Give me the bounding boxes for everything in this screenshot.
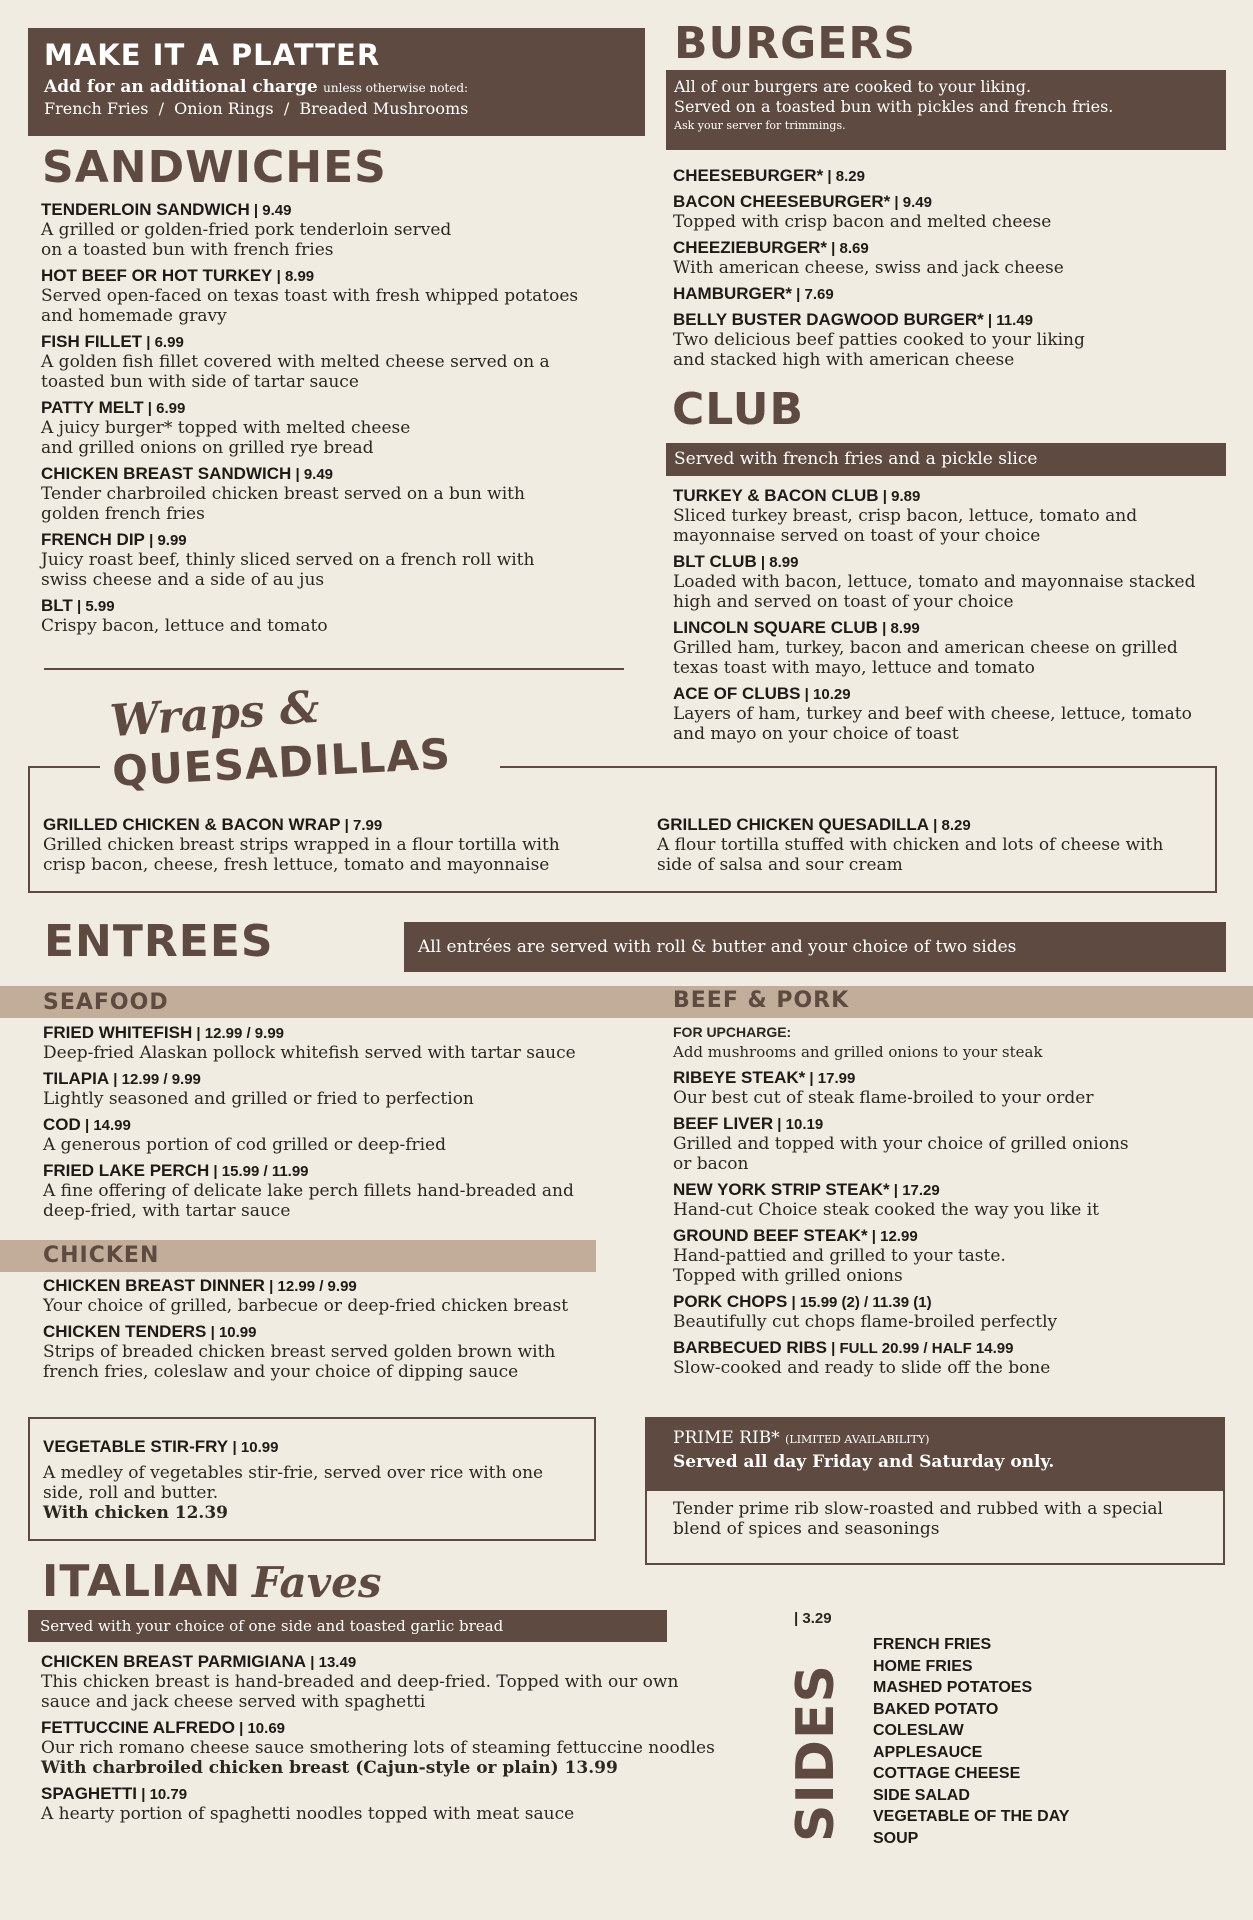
menu-item-name: CHICKEN BREAST PARMIGIANA xyxy=(41,1652,307,1671)
menu-item xyxy=(673,1338,1233,1378)
menu-item-title xyxy=(41,464,641,484)
menu-item-price: 8.99 xyxy=(890,620,920,637)
menu-item-price: 9.49 xyxy=(262,202,292,219)
menu-item xyxy=(41,464,641,524)
side-item: SIDE SALAD xyxy=(873,1786,970,1804)
menu-item-title xyxy=(673,192,1233,212)
italian-note-bar xyxy=(28,1610,667,1642)
side-item: MASHED POTATOES xyxy=(873,1679,1033,1696)
menu-item xyxy=(673,166,1233,186)
price-separator: | xyxy=(878,488,892,505)
menu-item-price: 5.99 xyxy=(85,598,115,615)
veg-price: 10.99 xyxy=(240,1439,279,1456)
menu-item-desc: Slow-cooked and ready to slide off the bone xyxy=(673,1358,1051,1378)
menu-item-title xyxy=(41,530,641,550)
menu-item-desc: Loaded with bacon, lettuce, tomato and mayonnaise stacked high and served on toast of your choice xyxy=(673,572,1196,612)
menu-item-title xyxy=(673,1180,1233,1200)
menu-item-title xyxy=(43,1023,643,1043)
side-item: COTTAGE CHEESE xyxy=(873,1765,1021,1782)
menu-item-name: FRIED LAKE PERCH xyxy=(43,1161,210,1180)
menu-item-name: PATTY MELT xyxy=(41,398,144,417)
primerib-name: PRIME RIB* xyxy=(673,1428,780,1448)
menu-item-desc: Lightly seasoned and grilled or fried to perfection xyxy=(43,1089,474,1109)
menu-item-name: CHEEZIEBURGER* xyxy=(673,238,827,257)
menu-item-title xyxy=(41,332,641,352)
menu-item-name: BARBECUED RIBS xyxy=(673,1338,827,1357)
menu-item-desc: Sliced turkey breast, crisp bacon, lettuce, tomato and mayonnaise served on toast of your choice xyxy=(673,506,1138,546)
price-separator: | xyxy=(773,1116,786,1133)
menu-item xyxy=(673,486,1233,546)
price-separator: | xyxy=(867,1228,881,1245)
menu-item-price: 6.99 xyxy=(156,400,186,417)
menu-item-name: FISH FILLET xyxy=(41,332,143,351)
menu-item-desc: This chicken breast is hand-breaded and deep-fried. Topped with our own sauce and jack cheese served with spaghetti xyxy=(41,1672,679,1712)
menu-item xyxy=(673,1292,1233,1332)
menu-item-title xyxy=(673,166,1233,186)
menu-item-desc: Our rich romano cheese sauce smothering lots of steaming fettuccine noodles xyxy=(41,1738,715,1758)
menu-item-title xyxy=(673,552,1233,572)
menu-item xyxy=(673,1226,1233,1286)
seafood-list xyxy=(43,1023,643,1227)
menu-item-name: PORK CHOPS xyxy=(673,1292,788,1311)
burgers-note1: All of our burgers are cooked to your liking. xyxy=(674,77,1032,96)
menu-item xyxy=(673,684,1233,744)
menu-item-name: SPAGHETTI xyxy=(41,1784,138,1803)
beefpork-list xyxy=(673,1068,1233,1384)
menu-item-desc: Beautifully cut chops flame-broiled perfectly xyxy=(673,1312,1058,1332)
chicken-list xyxy=(43,1276,643,1388)
price-separator: | xyxy=(137,1786,150,1803)
menu-item-price: 12.99 / 9.99 xyxy=(121,1071,201,1088)
veg-extra: With chicken 12.39 xyxy=(43,1503,229,1523)
chicken-title: CHICKEN xyxy=(43,1243,160,1268)
price-separator: | xyxy=(805,1070,818,1087)
menu-item-price: 10.19 xyxy=(785,1116,824,1133)
menu-item-price: 8.99 xyxy=(284,268,315,285)
menu-item-title xyxy=(43,1069,643,1089)
platter-options: French Fries / Onion Rings / Breaded Mushrooms xyxy=(44,99,469,118)
side-item: HOME FRIES xyxy=(873,1657,973,1675)
menu-item xyxy=(673,310,1233,370)
primerib-limited: (LIMITED AVAILABILITY) xyxy=(785,1433,930,1446)
burgers-note3: Ask your server for trimmings. xyxy=(674,119,846,132)
menu-item-desc: Hand-pattied and grilled to your taste. Topped with grilled onions xyxy=(673,1246,1006,1286)
menu-item-name: BACON CHEESEBURGER* xyxy=(673,192,891,211)
menu-item-price: 6.99 xyxy=(154,334,184,351)
menu-item-desc: Juicy roast beef, thinly sliced served on a french roll with swiss cheese and a side of au jus xyxy=(41,550,535,590)
menu-item-title xyxy=(41,266,641,286)
price-separator: | xyxy=(823,168,836,185)
menu-item-name: COD xyxy=(43,1115,81,1134)
menu-item-title xyxy=(673,618,1233,638)
menu-item-desc: A golden fish fillet covered with melted cheese served on a toasted bun with side of tartar sauce xyxy=(41,352,550,392)
menu-item xyxy=(41,398,641,458)
menu-item-name: FRENCH DIP xyxy=(41,530,145,549)
menu-item xyxy=(657,815,1217,875)
italian-note: Served with your choice of one side and toasted garlic bread xyxy=(40,1617,504,1635)
menu-item-desc: Hand-cut Choice steak cooked the way you like it xyxy=(673,1200,1099,1220)
menu-item-title xyxy=(43,1322,643,1342)
menu-item-title xyxy=(673,684,1233,704)
menu-item-price: 8.29 xyxy=(941,817,971,834)
menu-item-name: GROUND BEEF STEAK* xyxy=(673,1226,868,1245)
primerib-served: Served all day Friday and Saturday only. xyxy=(673,1452,1055,1472)
menu-item-title xyxy=(673,238,1233,258)
menu-item-price: 9.49 xyxy=(303,466,334,483)
menu-item xyxy=(673,284,1233,304)
menu-item-desc: Strips of breaded chicken breast served golden brown with french fries, coleslaw and your choice of dipping sauce xyxy=(43,1342,556,1382)
price-separator: | xyxy=(144,532,158,549)
menu-item-desc: Served open-faced on texas toast with fresh whipped potatoes and homemade gravy xyxy=(41,286,579,326)
menu-item xyxy=(41,596,641,636)
menu-item-title xyxy=(41,1652,741,1672)
menu-item-desc: A juicy burger* topped with melted cheese and grilled onions on grilled rye bread xyxy=(41,418,411,458)
side-item: VEGETABLE OF THE DAY xyxy=(873,1808,1070,1825)
menu-item xyxy=(43,815,603,875)
menu-item xyxy=(41,530,641,590)
menu-item-price: 7.69 xyxy=(804,286,834,303)
menu-item-name: BLT CLUB xyxy=(673,552,757,571)
menu-item-price: 9.89 xyxy=(891,488,921,505)
menu-item xyxy=(43,1069,643,1109)
side-item: BAKED POTATO xyxy=(873,1700,999,1718)
platter-title: MAKE IT A PLATTER xyxy=(44,38,381,72)
menu-item-name: NEW YORK STRIP STEAK* xyxy=(673,1180,890,1199)
menu-item-title xyxy=(673,1292,1233,1312)
menu-item-title xyxy=(43,1276,643,1296)
side-item: COLESLAW xyxy=(873,1722,964,1739)
menu-item-desc: Your choice of grilled, barbecue or deep-fried chicken breast xyxy=(43,1296,569,1316)
veg-name: VEGETABLE STIR-FRY xyxy=(43,1437,228,1456)
menu-item-desc: Grilled chicken breast strips wrapped in a flour tortilla with crisp bacon, cheese, fresh lettuce, tomato and mayonnaise xyxy=(43,835,560,875)
entrees-note: All entrées are served with roll & butter and your choice of two sides xyxy=(418,937,1017,957)
primerib-desc: Tender prime rib slow-roasted and rubbed with a special blend of spices and seasonings xyxy=(673,1499,1163,1539)
seafood-title: SEAFOOD xyxy=(43,990,169,1015)
price-separator: | xyxy=(142,334,155,351)
entrees-title: ENTREES xyxy=(44,916,274,967)
menu-item-price: 17.29 xyxy=(902,1182,940,1199)
menu-item-price: 8.69 xyxy=(839,240,869,257)
wraps-title: QUESADILLAS xyxy=(110,729,453,796)
menu-item xyxy=(43,1161,643,1221)
menu-item-price: 15.99 (2) / 11.39 (1) xyxy=(799,1294,932,1311)
burgers-note2: Served on a toasted bun with pickles and french fries. xyxy=(674,97,1114,116)
menu-item-title xyxy=(657,815,1217,835)
price-separator: | xyxy=(272,268,285,285)
menu-item-price: 11.49 xyxy=(996,312,1034,329)
menu-item-name: TENDERLOIN SANDWICH xyxy=(41,200,250,219)
menu-item-title xyxy=(43,815,603,835)
menu-item-name: BEEF LIVER xyxy=(673,1114,774,1133)
price-separator: | xyxy=(109,1071,122,1088)
menu-item-title xyxy=(673,1114,1233,1134)
menu-item-title xyxy=(41,1718,741,1738)
price-separator: | xyxy=(143,400,157,417)
menu-item-name: BELLY BUSTER DAGWOOD BURGER* xyxy=(673,310,984,329)
menu-item-price: 17.99 xyxy=(817,1070,856,1087)
menu-item xyxy=(673,618,1233,678)
italian-title: ITALIAN xyxy=(42,1556,242,1607)
menu-item-price: 14.99 xyxy=(93,1117,131,1134)
entrees-tan-band xyxy=(0,986,1253,1018)
menu-item-title xyxy=(673,1226,1233,1246)
menu-item-desc: Deep-fried Alaskan pollock whitefish served with tartar sauce xyxy=(43,1043,576,1063)
burgers-list xyxy=(673,166,1233,376)
price-separator: | xyxy=(756,554,770,571)
side-item: SOUP xyxy=(873,1829,919,1847)
menu-item-name: FETTUCCINE ALFREDO xyxy=(41,1718,235,1737)
sides-price: | 3.29 xyxy=(794,1610,832,1627)
menu-item xyxy=(673,192,1233,232)
price-separator: | xyxy=(264,1278,278,1295)
price-separator: | xyxy=(826,240,840,257)
menu-item xyxy=(673,238,1233,278)
primerib-name-line xyxy=(673,1427,1197,1451)
club-list xyxy=(673,486,1233,750)
price-separator: | xyxy=(209,1163,222,1180)
side-item: FRENCH FRIES xyxy=(873,1636,992,1653)
menu-item-price: 10.79 xyxy=(149,1786,188,1803)
menu-item-desc: A fine offering of delicate lake perch fillets hand-breaded and deep-fried, with tartar sauce xyxy=(43,1181,574,1221)
burgers-note-bar xyxy=(666,70,1226,150)
menu-item-title xyxy=(673,1068,1233,1088)
menu-item-price: 12.99 / 9.99 xyxy=(204,1025,284,1042)
sandwiches-divider xyxy=(44,668,624,670)
price-separator: | xyxy=(306,1654,319,1671)
menu-item-desc: With american cheese, swiss and jack cheese xyxy=(673,258,1064,278)
price-separator: | xyxy=(72,598,86,615)
primerib-bar xyxy=(645,1417,1225,1491)
menu-item-name: CHICKEN BREAST DINNER xyxy=(43,1276,265,1295)
menu-item-title xyxy=(41,398,641,418)
menu-item-name: CHICKEN TENDERS xyxy=(43,1322,207,1341)
club-title: CLUB xyxy=(672,384,805,435)
menu-item xyxy=(41,1784,741,1824)
platter-line xyxy=(44,76,629,99)
menu-item-price: FULL 20.99 / HALF 14.99 xyxy=(839,1340,1014,1357)
menu-item-title xyxy=(673,284,1233,304)
menu-item-desc: Grilled ham, turkey, bacon and american cheese on grilled texas toast with mayo, lettuce and tomato xyxy=(673,638,1178,678)
entrees-note-bar xyxy=(404,922,1226,972)
menu-item-title xyxy=(43,1115,643,1135)
menu-item-desc: Crispy bacon, lettuce and tomato xyxy=(41,616,328,636)
menu-item-price: 12.99 / 9.99 xyxy=(277,1278,357,1295)
price-separator: | xyxy=(889,1182,903,1199)
price-separator: | xyxy=(249,202,263,219)
menu-item-extra: With charbroiled chicken breast (Cajun-style or plain) 13.99 xyxy=(41,1758,618,1778)
menu-item-name: HOT BEEF OR HOT TURKEY xyxy=(41,266,273,285)
menu-item-desc: Two delicious beef patties cooked to your liking and stacked high with american cheese xyxy=(673,330,1085,370)
menu-item-desc: A hearty portion of spaghetti noodles topped with meat sauce xyxy=(41,1804,575,1824)
menu-item-desc: A generous portion of cod grilled or deep-fried xyxy=(43,1135,447,1155)
club-note: Served with french fries and a pickle slice xyxy=(674,449,1038,469)
sides-list xyxy=(873,1634,1173,1849)
platter-line1-small: unless otherwise noted: xyxy=(323,81,469,95)
veg-box xyxy=(28,1417,596,1541)
price-separator: | xyxy=(800,686,814,703)
price-separator: | xyxy=(787,1294,800,1311)
burgers-title: BURGERS xyxy=(674,18,916,69)
menu-item-price: 8.29 xyxy=(835,168,865,185)
price-separator: | xyxy=(792,286,805,303)
menu-item-desc: Tender charbroiled chicken breast served on a bun with golden french fries xyxy=(41,484,525,524)
italian-list xyxy=(41,1652,741,1830)
menu-item-price: 13.49 xyxy=(318,1654,357,1671)
menu-item-name: RIBEYE STEAK* xyxy=(673,1068,806,1087)
menu-item xyxy=(41,1718,741,1778)
menu-item-name: HAMBURGER* xyxy=(673,284,792,303)
menu-item-name: GRILLED CHICKEN & BACON WRAP xyxy=(43,815,341,834)
menu-item-name: GRILLED CHICKEN QUESADILLA xyxy=(657,815,929,834)
price-separator: | xyxy=(826,1340,840,1357)
menu-item xyxy=(43,1115,643,1155)
wraps-left xyxy=(43,815,603,880)
price-separator: | xyxy=(291,466,304,483)
menu-item xyxy=(43,1322,643,1382)
menu-item-title xyxy=(41,596,641,616)
beefpork-title: BEEF & PORK xyxy=(673,988,850,1013)
menu-item xyxy=(43,1276,643,1316)
price-separator: | xyxy=(206,1324,219,1341)
wraps-right xyxy=(657,815,1217,880)
veg-name-line: VEGETABLE STIR-FRY | 10.99 xyxy=(43,1437,279,1456)
beefpork-upcharge xyxy=(673,1022,1233,1062)
menu-item-name: CHICKEN BREAST SANDWICH xyxy=(41,464,292,483)
menu-item xyxy=(673,1068,1233,1108)
price-separator: | xyxy=(929,817,942,834)
club-note-bar xyxy=(666,443,1226,476)
menu-item xyxy=(673,1114,1233,1174)
price-separator: | xyxy=(340,817,354,834)
price-separator: | xyxy=(234,1720,248,1737)
menu-item-desc: Our best cut of steak flame-broiled to your order xyxy=(673,1088,1094,1108)
menu-item xyxy=(41,266,641,326)
menu-item-price: 8.99 xyxy=(769,554,799,571)
menu-item-price: 10.29 xyxy=(813,686,851,703)
menu-item-title xyxy=(41,200,641,220)
menu-item-desc: Grilled and topped with your choice of grilled onions or bacon xyxy=(673,1134,1129,1174)
menu-item xyxy=(673,552,1233,612)
side-item: APPLESAUCE xyxy=(873,1743,983,1761)
platter-line1: Add for an additional charge xyxy=(44,77,318,97)
menu-item xyxy=(43,1023,643,1063)
menu-item-desc: A flour tortilla stuffed with chicken and lots of cheese with side of salsa and sour cream xyxy=(657,835,1164,875)
menu-item-name: LINCOLN SQUARE CLUB xyxy=(673,618,878,637)
price-separator: | xyxy=(80,1117,94,1134)
menu-item-title xyxy=(41,1784,741,1804)
menu-item-price: 15.99 / 11.99 xyxy=(221,1163,309,1180)
menu-item-price: 9.99 xyxy=(157,532,187,549)
sandwiches-list xyxy=(41,200,641,642)
upcharge-desc: Add mushrooms and grilled onions to your steak xyxy=(673,1043,1043,1061)
menu-item xyxy=(41,200,641,260)
sandwiches-title: SANDWICHES xyxy=(42,142,387,193)
menu-item-name: TURKEY & BACON CLUB xyxy=(673,486,879,505)
menu-item-price: 12.99 xyxy=(880,1228,918,1245)
veg-desc: A medley of vegetables stir-frie, served over rice with one side, roll and butter. xyxy=(43,1463,544,1503)
platter-banner xyxy=(28,28,645,136)
menu-item xyxy=(673,1180,1233,1220)
menu-item-name: FRIED WHITEFISH xyxy=(43,1023,193,1042)
italian-title-script: Faves xyxy=(252,1558,382,1607)
menu-item-desc: Topped with crisp bacon and melted cheese xyxy=(673,212,1052,232)
menu-item-price: 10.69 xyxy=(247,1720,286,1737)
menu-item-desc: A grilled or golden-fried pork tenderloin served on a toasted bun with french fries xyxy=(41,220,452,260)
menu-item-title xyxy=(673,486,1233,506)
menu-item-title xyxy=(673,1338,1233,1358)
upcharge-label: FOR UPCHARGE: xyxy=(673,1024,792,1040)
menu-item-name: BLT xyxy=(41,596,73,615)
menu-item-price: 10.99 xyxy=(218,1324,257,1341)
price-separator: | xyxy=(983,312,997,329)
menu-item-desc: Layers of ham, turkey and beef with cheese, lettuce, tomato and mayo on your choice of toast xyxy=(673,704,1192,744)
menu-item-name: TILAPIA xyxy=(43,1069,110,1088)
sides-title: SIDES xyxy=(786,1664,846,1842)
price-separator: | xyxy=(192,1025,205,1042)
menu-item xyxy=(41,332,641,392)
price-separator: | xyxy=(877,620,891,637)
menu-item-price: 9.49 xyxy=(902,194,932,211)
menu-item-price: 7.99 xyxy=(353,817,383,834)
price-separator: | xyxy=(890,194,903,211)
menu-item-title xyxy=(673,310,1233,330)
menu-item xyxy=(41,1652,741,1712)
menu-item-title xyxy=(43,1161,643,1181)
menu-item-name: ACE OF CLUBS xyxy=(673,684,801,703)
wraps-title-script: Wraps & xyxy=(108,681,322,748)
menu-item-name: CHEESEBURGER* xyxy=(673,166,824,185)
